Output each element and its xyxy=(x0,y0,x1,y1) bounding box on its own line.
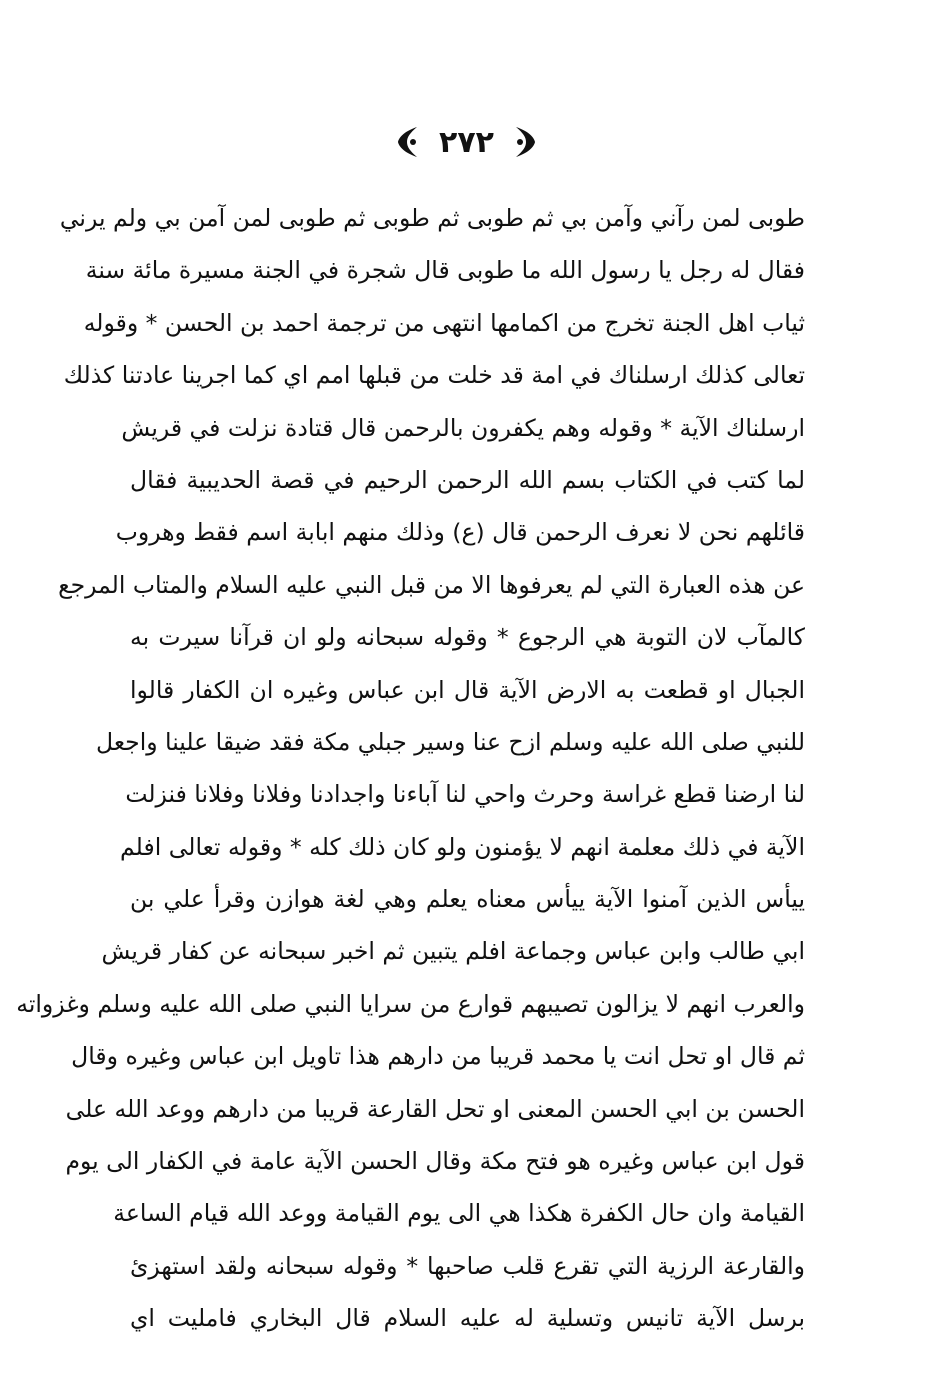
ornament-icon xyxy=(395,125,421,159)
text-line: الآية في ذلك معلمة انهم لا يؤمنون ولو كان ذلك كله * وقوله تعالى افلم xyxy=(120,832,805,861)
text-line: فقال له رجل يا رسول الله ما طوبى قال شجرة في الجنة مسيرة مائة سنة xyxy=(85,256,805,285)
text-line: ارسلناك الآية * وقوله وهم يكفرون بالرحمن قال قتادة نزلت في قريش xyxy=(121,413,805,442)
text-line: لنا ارضنا قطع غراسة وحرث واحي لنا آباءنا واجدادنا وفلانا وفلانا فنزلت xyxy=(125,780,805,809)
text-line: قائلهم نحن لا نعرف الرحمن قال (ع) وذلك منهم ابابة اسم فقط وهروب xyxy=(115,518,805,547)
text-line: عن هذه العبارة التي لم يعرفوها الا من قبل النبي عليه السلام والمتاب المرجع xyxy=(58,570,805,599)
page-number: ٢٧٢ xyxy=(439,124,494,160)
text-line: ثياب اهل الجنة تخرج من اكمامها انتهى من ترجمة احمد بن الحسن * وقوله xyxy=(83,308,805,337)
text-line: والعرب انهم لا يزالون تصيبهم قوارع من سرايا النبي صلى الله عليه وسلم وغزواته xyxy=(16,989,805,1018)
text-line: تعالى كذلك ارسلناك في امة قد خلت من قبلها امم اي كما اجرينا عادتنا كذلك xyxy=(63,361,805,390)
text-line: قول ابن عباس وغيره هو فتح مكة وقال الحسن الآية عامة في الكفار الى يوم xyxy=(65,1147,805,1176)
text-line: ييأس الذين آمنوا الآية ييأس معناه يعلم وهي لغة هوازن وقرأ علي بن xyxy=(130,885,805,914)
text-line: لما كتب في الكتاب بسم الله الرحمن الرحيم في قصة الحديبية فقال xyxy=(130,465,805,494)
text-line: ابي طالب وابن عباس وجماعة افلم يتبين ثم اخبر سبحانه عن كفار قريش xyxy=(101,937,805,966)
ornament-icon xyxy=(512,125,538,159)
text-line: برسل الآية تانيس وتسلية له عليه السلام قال البخاري فامليت اي xyxy=(130,1304,805,1333)
page-header xyxy=(0,118,933,166)
body-text xyxy=(16,192,805,1345)
text-line: والقارعة الرزية التي تقرع قلب صاحبها * وقوله سبحانه ولقد استهزئ xyxy=(130,1251,805,1280)
text-line: للنبي صلى الله عليه وسلم ازح عنا وسير جبلي مكة فقد ضيقا علينا واجعل xyxy=(96,727,805,756)
text-line: كالمآب لان التوبة هي الرجوع * وقوله سبحانه ولو ان قرآنا سيرت به xyxy=(130,623,805,652)
text-line: ثم قال او تحل انت يا محمد قريبا من دارهم هذا تاويل ابن عباس وغيره وقال xyxy=(71,1042,805,1071)
text-line: طوبى لمن رآني وآمن بي ثم طوبى ثم طوبى ثم طوبى لمن آمن بي ولم يرني xyxy=(59,204,805,232)
text-line: الحسن بن ابي الحسن المعنى او تحل القارعة قريبا من دارهم ووعد الله على xyxy=(65,1094,805,1123)
text-line: الجبال او قطعت به الارض الآية قال ابن عباس وغيره ان الكفار قالوا xyxy=(130,675,805,704)
text-line: القيامة وان حال الكفرة هكذا هي الى يوم القيامة ووعد الله قيام الساعة xyxy=(113,1199,805,1228)
